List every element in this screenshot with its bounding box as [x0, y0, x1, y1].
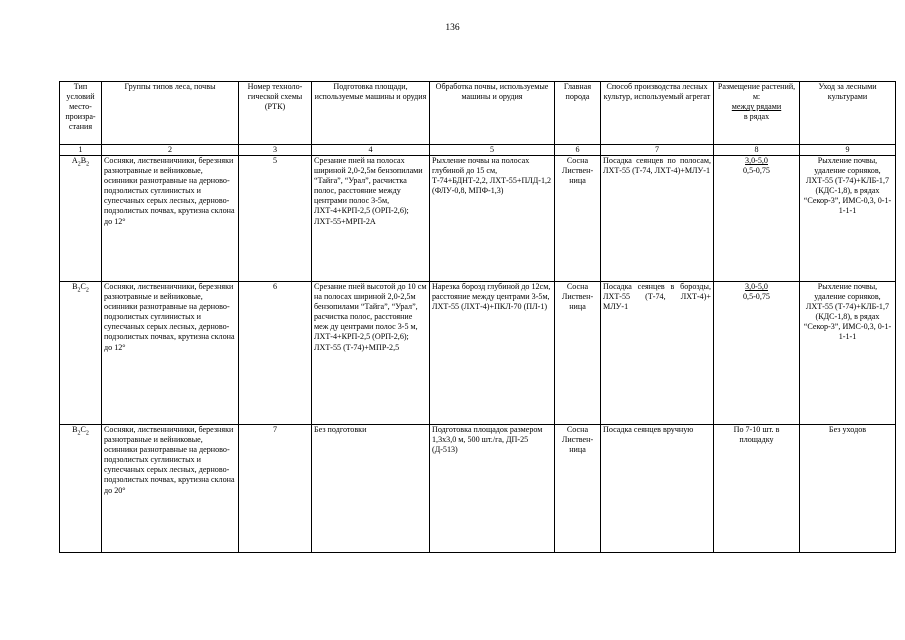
cell-soil-treatment: Рыхление почвы на полосах глубиной до 15 см, Т-74+БДНТ-2,2, ЛХТ-55+ПЛД-1,2 (ФЛУ-0,8, МПФ-1,3): [430, 156, 555, 282]
column-number-row: [60, 145, 896, 156]
cell-scheme: 6: [239, 282, 312, 425]
header-spacing-line2: между рядами: [731, 102, 782, 112]
header-spacing-line1: Размещение растений, м:: [717, 82, 796, 102]
cell-spacing: [714, 156, 800, 282]
cell-site-prep: Срезание пней высотой до 10 см на полосах шириной 2,0-2,5м бензопилами “Тайга”, “Урал”, расчистка полос, расстояние меж ду центрами полос 3-5 м, ЛХТ-4+КРП-2,5 (ОРП-2,6); ЛХТ-55 (Т-74)+МПР-2,5: [312, 282, 430, 425]
cell-scheme: 7: [239, 425, 312, 553]
cell-method: Посадка сеянцев по полосам, ЛХТ-55 (Т-74, ЛХТ-4)+МЛУ-1: [601, 156, 714, 282]
table-row: [60, 425, 896, 553]
cell-forest-groups: Сосняки, лиственничники, березняки разнотравные и вейниковые, осинники разнотравные на дерново-подзолистых суглинистых и супесчаных серых лесных, дерново-подзолистых почвах, крутизна склона до 12°: [102, 156, 239, 282]
column-number: 5: [430, 145, 555, 156]
cell-site-type: $B_2C_2$: [60, 425, 102, 553]
spacing-between-rows: 3,0-5,0: [745, 282, 768, 291]
cell-species: Сосна Листвен-ница: [555, 156, 601, 282]
cell-soil-treatment: Нарезка борозд глубиной до 12см, расстояние между центрами 3-5м, ЛХТ-55 (ЛХТ-4)+ПКЛ-70 (ПЛ-1): [430, 282, 555, 425]
header-main-species: Главная порода: [555, 82, 601, 145]
column-number: 4: [312, 145, 430, 156]
cell-care: Без уходов: [800, 425, 896, 553]
cell-care: Рыхление почвы, удаление сорняков, ЛХТ-55 (Т-74)+КЛБ-1,7 (КДС-1,8), в рядах “Секор-3”, ИМС-0,3, 0-1-1-1-1: [800, 282, 896, 425]
column-number: 1: [60, 145, 102, 156]
cell-care: Рыхление почвы, удаление сорняков, ЛХТ-55 (Т-74)+КЛБ-1,7 (КДС-1,8), в рядах “Секор-3”, ИМС-0,3, 0-1-1-1-1: [800, 156, 896, 282]
table-row: [60, 282, 896, 425]
column-number: 3: [239, 145, 312, 156]
header-spacing-line3: в рядах: [743, 112, 770, 122]
cell-species: Сосна Листвен-ница: [555, 282, 601, 425]
cell-site-prep: Без подготовки: [312, 425, 430, 553]
spacing-in-row: 0,5-0,75: [743, 292, 770, 302]
column-number: 9: [800, 145, 896, 156]
column-number: 8: [714, 145, 800, 156]
cell-site-type: $A_2B_2$: [60, 156, 102, 282]
header-row: [60, 82, 896, 145]
page-number: 136: [445, 23, 460, 33]
table-row: [60, 156, 896, 282]
cell-forest-groups: Сосняки, лиственничники, березняки разнотравные и вейниковые, осинники разнотравные на дерново-подзолистых суглинистых и супесчаных серых лесных, дерново-подзолистых почвах, крутизна склона до 12°: [102, 282, 239, 425]
cell-site-prep: Срезание пней на полосах шириной 2,0-2,5м бензопилами “Тайга”, “Урал”, расчистка полос, расстояние между центрами полос 3-5м, ЛХТ-4+КРП-2,5 (ОРП-2,6); ЛХТ-55+МРП-2А: [312, 156, 430, 282]
cell-spacing: [714, 282, 800, 425]
spacing-between-rows: 3,0-5,0: [745, 156, 768, 165]
spacing-in-row: 0,5-0,75: [743, 166, 770, 176]
cell-soil-treatment: Подготовка площадок размером 1,3х3,0 м, 500 шт./га, ДП-25 (Д-513): [430, 425, 555, 553]
column-number: 2: [102, 145, 239, 156]
header-type-conditions: Тип условий место-произра-стания: [60, 82, 102, 145]
header-plant-spacing: [714, 82, 800, 145]
cell-forest-groups: Сосняки, лиственничники, березняки разнотравные и вейниковые, осинники разнотравные на дерново-подзолистых суглинистых и супесчаных серых лесных, дерново-подзолистых почвах, крутизна склона до 20°: [102, 425, 239, 553]
cell-site-type: $B_2C_2$: [60, 282, 102, 425]
cell-spacing: По 7-10 шт. в площадку: [714, 425, 800, 553]
header-production-method: Способ производства лесных культур, используемый агрегат: [601, 82, 714, 145]
header-forest-groups: Группы типов леса, почвы: [102, 82, 239, 145]
cell-species: Сосна Листвен-ница: [555, 425, 601, 553]
cell-scheme: 5: [239, 156, 312, 282]
header-soil-treatment: Обработка почвы, используемые машины и орудия: [430, 82, 555, 145]
cell-method: Посадка сеянцев в борозды, ЛХТ-55 (Т-74, ЛХТ-4)+ МЛУ-1: [601, 282, 714, 425]
column-number: 7: [601, 145, 714, 156]
forestry-table: [59, 81, 896, 553]
header-scheme-number: Номер техноло-гической схемы (РТК): [239, 82, 312, 145]
header-site-preparation: Подготовка площади, используемые машины и орудия: [312, 82, 430, 145]
cell-method: Посадка сеянцев вручную: [601, 425, 714, 553]
column-number: 6: [555, 145, 601, 156]
header-care: Уход за лесными культурами: [800, 82, 896, 145]
